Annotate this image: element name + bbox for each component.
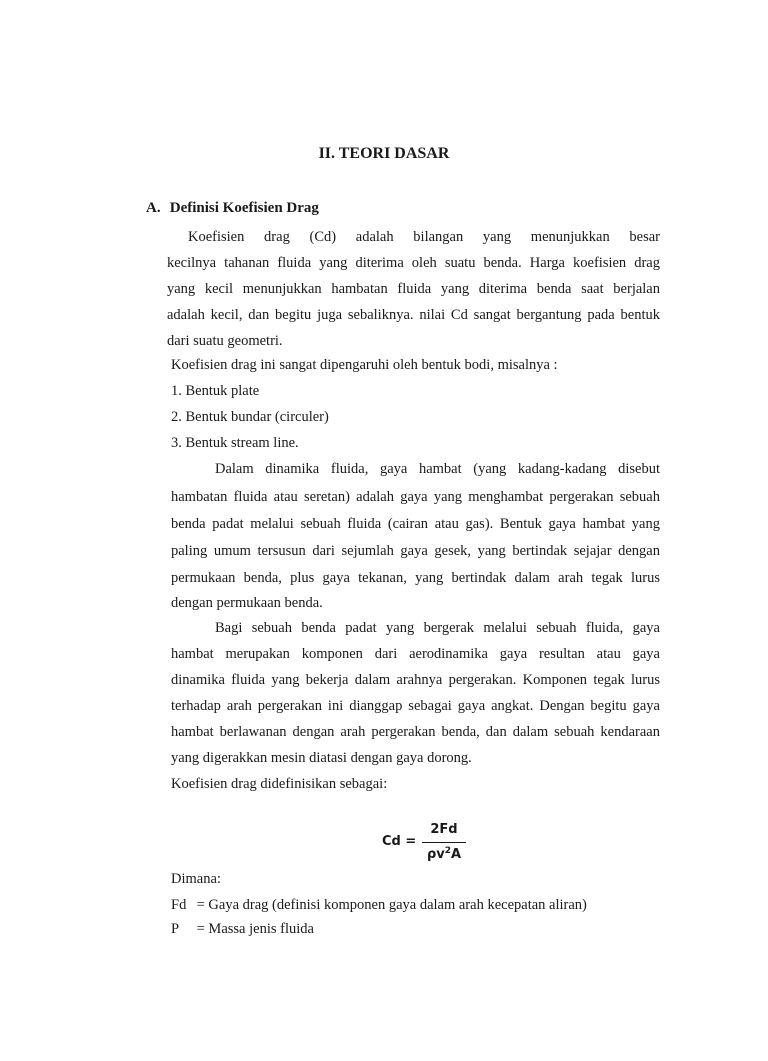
paragraph3-line: hambat berlawanan dengan arah pergerakan benda, dan dalam sebuah kendaraan	[171, 724, 660, 740]
definition-desc: = Gaya drag (definisi komponen gaya dalam arah kecepatan aliran)	[196, 897, 587, 913]
paragraph1-line: yang kecil menunjukkan hambatan fluida yang diterima benda saat berjalan	[167, 281, 660, 297]
definition-desc: = Massa jenis fluida	[196, 921, 314, 937]
denominator-base: ρv	[426, 847, 445, 862]
drag-coefficient-formula	[382, 822, 472, 866]
paragraph2-line: benda padat melalui sebuah fluida (cairan atau gas). Bentuk gaya hambat yang	[171, 516, 660, 532]
denominator-tail: A	[450, 847, 462, 862]
list-item: 2. Bentuk bundar (circuler)	[171, 409, 329, 425]
section-title: Definisi Koefisien Drag	[169, 200, 319, 216]
definition-intro: Koefisien drag didefinisikan sebagai:	[171, 776, 388, 792]
where-label: Dimana:	[171, 871, 221, 887]
paragraph1-line: Koefisien drag (Cd) adalah bilangan yang menunjukkan besar	[188, 229, 660, 245]
formula-denominator	[422, 846, 466, 862]
paragraph1-line: adalah kecil, dan begitu juga sebaliknya. nilai Cd sangat bergantung pada bentuk	[167, 307, 660, 323]
formula-lhs: Cd =	[382, 834, 417, 849]
paragraph3-line: Bagi sebuah benda padat yang bergerak melalui sebuah fluida, gaya	[215, 620, 660, 636]
formula-numerator: 2Fd	[430, 822, 458, 837]
list-intro: Koefisien drag ini sangat dipengaruhi oleh bentuk bodi, misalnya :	[171, 357, 558, 373]
section-letter: A.	[146, 200, 161, 216]
paragraph3-line: yang digerakkan mesin diatasi dengan gaya dorong.	[171, 750, 472, 766]
paragraph1-line: dari suatu geometri.	[167, 333, 283, 349]
definition-term: Fd	[171, 897, 187, 913]
paragraph2-line: hambatan fluida atau seretan) adalah gaya yang menghambat pergerakan sebuah	[171, 489, 660, 505]
paragraph1-line: kecilnya tahanan fluida yang diterima oleh suatu benda. Harga koefisien drag	[167, 255, 660, 271]
paragraph2-line: dengan permukaan benda.	[171, 595, 323, 611]
definition-item	[171, 920, 314, 938]
denominator-exponent: 2	[444, 846, 451, 856]
definition-item	[171, 896, 587, 914]
paragraph3-line: terhadap arah pergerakan ini dianggap sebagai gaya angkat. Dengan begitu gaya	[171, 698, 660, 714]
chapter-title: II. TEORI DASAR	[318, 145, 450, 162]
list-item: 1. Bentuk plate	[171, 383, 260, 399]
list-item: 3. Bentuk stream line.	[171, 435, 299, 451]
section-heading	[146, 200, 319, 217]
paragraph2-line: permukaan benda, plus gaya tekanan, yang bertindak dalam arah tegak lurus	[171, 570, 660, 586]
paragraph3-line: dinamika fluida yang bekerja dalam arahnya pergerakan. Komponen tegak lurus	[171, 672, 660, 688]
fraction-bar	[422, 842, 466, 843]
definition-term: P	[171, 921, 180, 937]
paragraph2-line: paling umum tersusun dari sejumlah gaya gesek, yang bertindak sejajar dengan	[171, 543, 660, 559]
paragraph3-line: hambat merupakan komponen dari aerodinamika gaya resultan atau gaya	[171, 646, 660, 662]
paragraph2-line: Dalam dinamika fluida, gaya hambat (yang kadang-kadang disebut	[215, 461, 660, 477]
